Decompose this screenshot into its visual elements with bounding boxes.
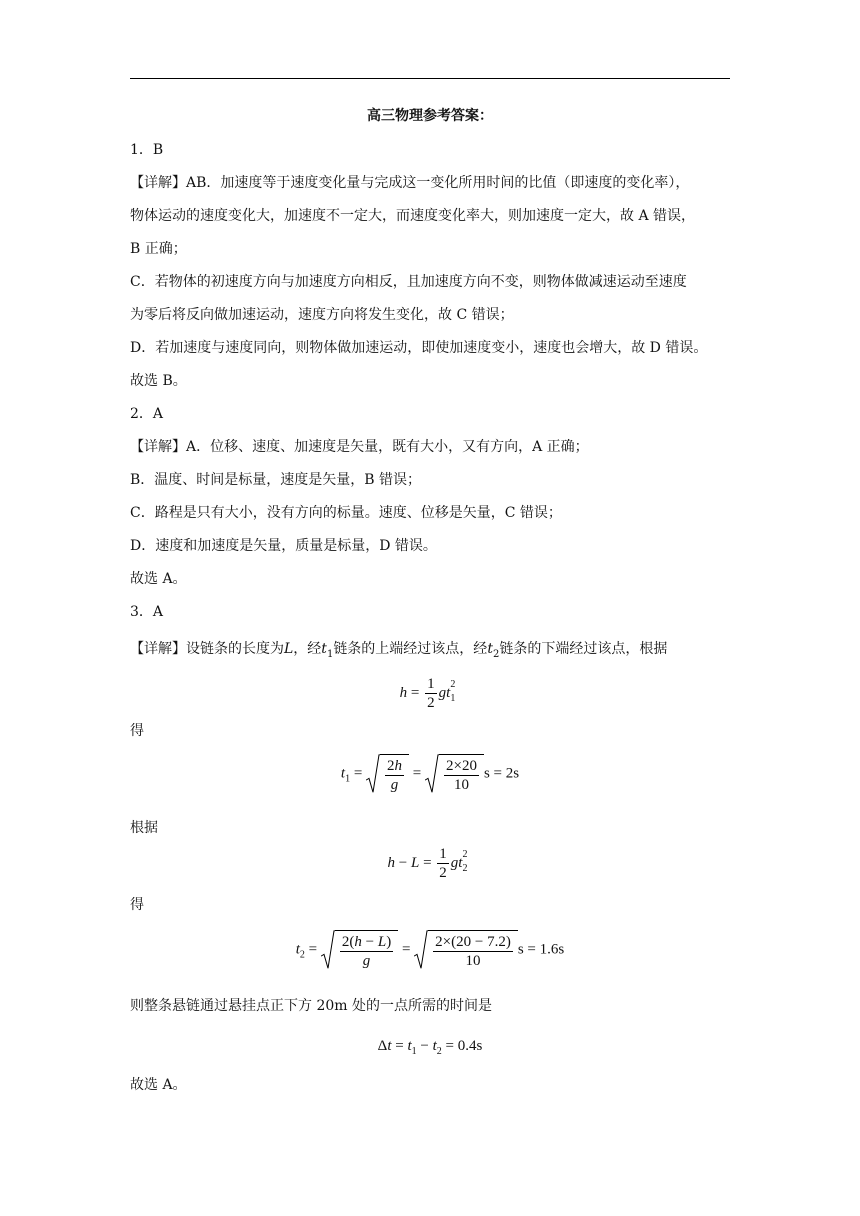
q1-answer: 1．B	[130, 142, 164, 158]
equation-1: h = $\frac{1}{2}$ $gt_1^2$	[399, 675, 456, 711]
q2-explain-line-3: C．路程是只有大小，没有方向的标量。速度、位移是矢量，C 错误；	[130, 505, 562, 521]
q3-genju: 根据	[130, 819, 158, 836]
q2-answer: 2．A	[130, 406, 164, 422]
q3-answer: 3．A	[130, 604, 164, 620]
q1-explain-line-2: 物体运动的速度变化大，加速度不一定大，而速度变化率大，则加速度一定大，故 A 错误，	[130, 208, 696, 224]
header-rule	[130, 78, 730, 79]
q1-explain-line-1: 【详解】AB．加速度等于速度变化量与完成这一变化所用时间的比值（即速度的变化率），	[130, 175, 690, 191]
answer-document	[130, 100, 730, 1102]
q1-explain-line-5: 为零后将反向做加速运动，速度方向将发生变化，故 C 错误；	[130, 307, 514, 323]
q1-explain-line-6: D．若加速度与速度同向，则物体做加速运动，即使加速度变小，速度也会增大，故 D 错误。	[130, 340, 708, 356]
q3-de-2: 得	[130, 896, 144, 913]
q3-intro: 【详解】设链条的长度为L，经$t_1$链条的上端经过该点，经$t_2$链条的下端经过该点，根据	[130, 641, 668, 660]
q2-explain-line-1: 【详解】A．位移、速度、加速度是矢量，既有大小，又有方向，A 正确；	[130, 439, 589, 455]
q1-conclusion: 故选 B。	[130, 373, 187, 389]
q2-explain-line-4: D．速度和加速度是矢量，质量是标量，D 错误。	[130, 538, 437, 554]
equation-2: $t_1$ = $\frac{2h}{g}$ = $\frac{2\times 20}{10}$ s = 2s	[130, 754, 730, 806]
q2-explain-line-2: B．温度、时间是标量，速度是矢量，B 错误；	[130, 472, 422, 488]
q3-conclusion: 故选 A。	[130, 1076, 187, 1093]
equation-3: h − L = $\frac{1}{2}$ $gt_2^2$	[387, 845, 468, 881]
q1-explain-line-3: B 正确；	[130, 241, 187, 257]
equation-4: $t_2$ = $\frac{2(h - L)}{g}$ = $\frac{2\times(20 - 7.2)}{10}$ s = 1.6s	[130, 930, 730, 986]
equation-5: $\Delta t = t_1 - t_2 = 0.4s$	[377, 1037, 483, 1057]
q3-whole-chain: 则整条悬链通过悬挂点正下方 20m 处的一点所需的时间是	[130, 997, 492, 1014]
q2-conclusion: 故选 A。	[130, 571, 187, 587]
q1-explain-line-4: C．若物体的初速度方向与加速度方向相反，且加速度方向不变，则物体做减速运动至速度	[130, 274, 687, 290]
page-title: 高三物理参考答案：	[367, 108, 493, 124]
q3-de-1: 得	[130, 722, 144, 739]
